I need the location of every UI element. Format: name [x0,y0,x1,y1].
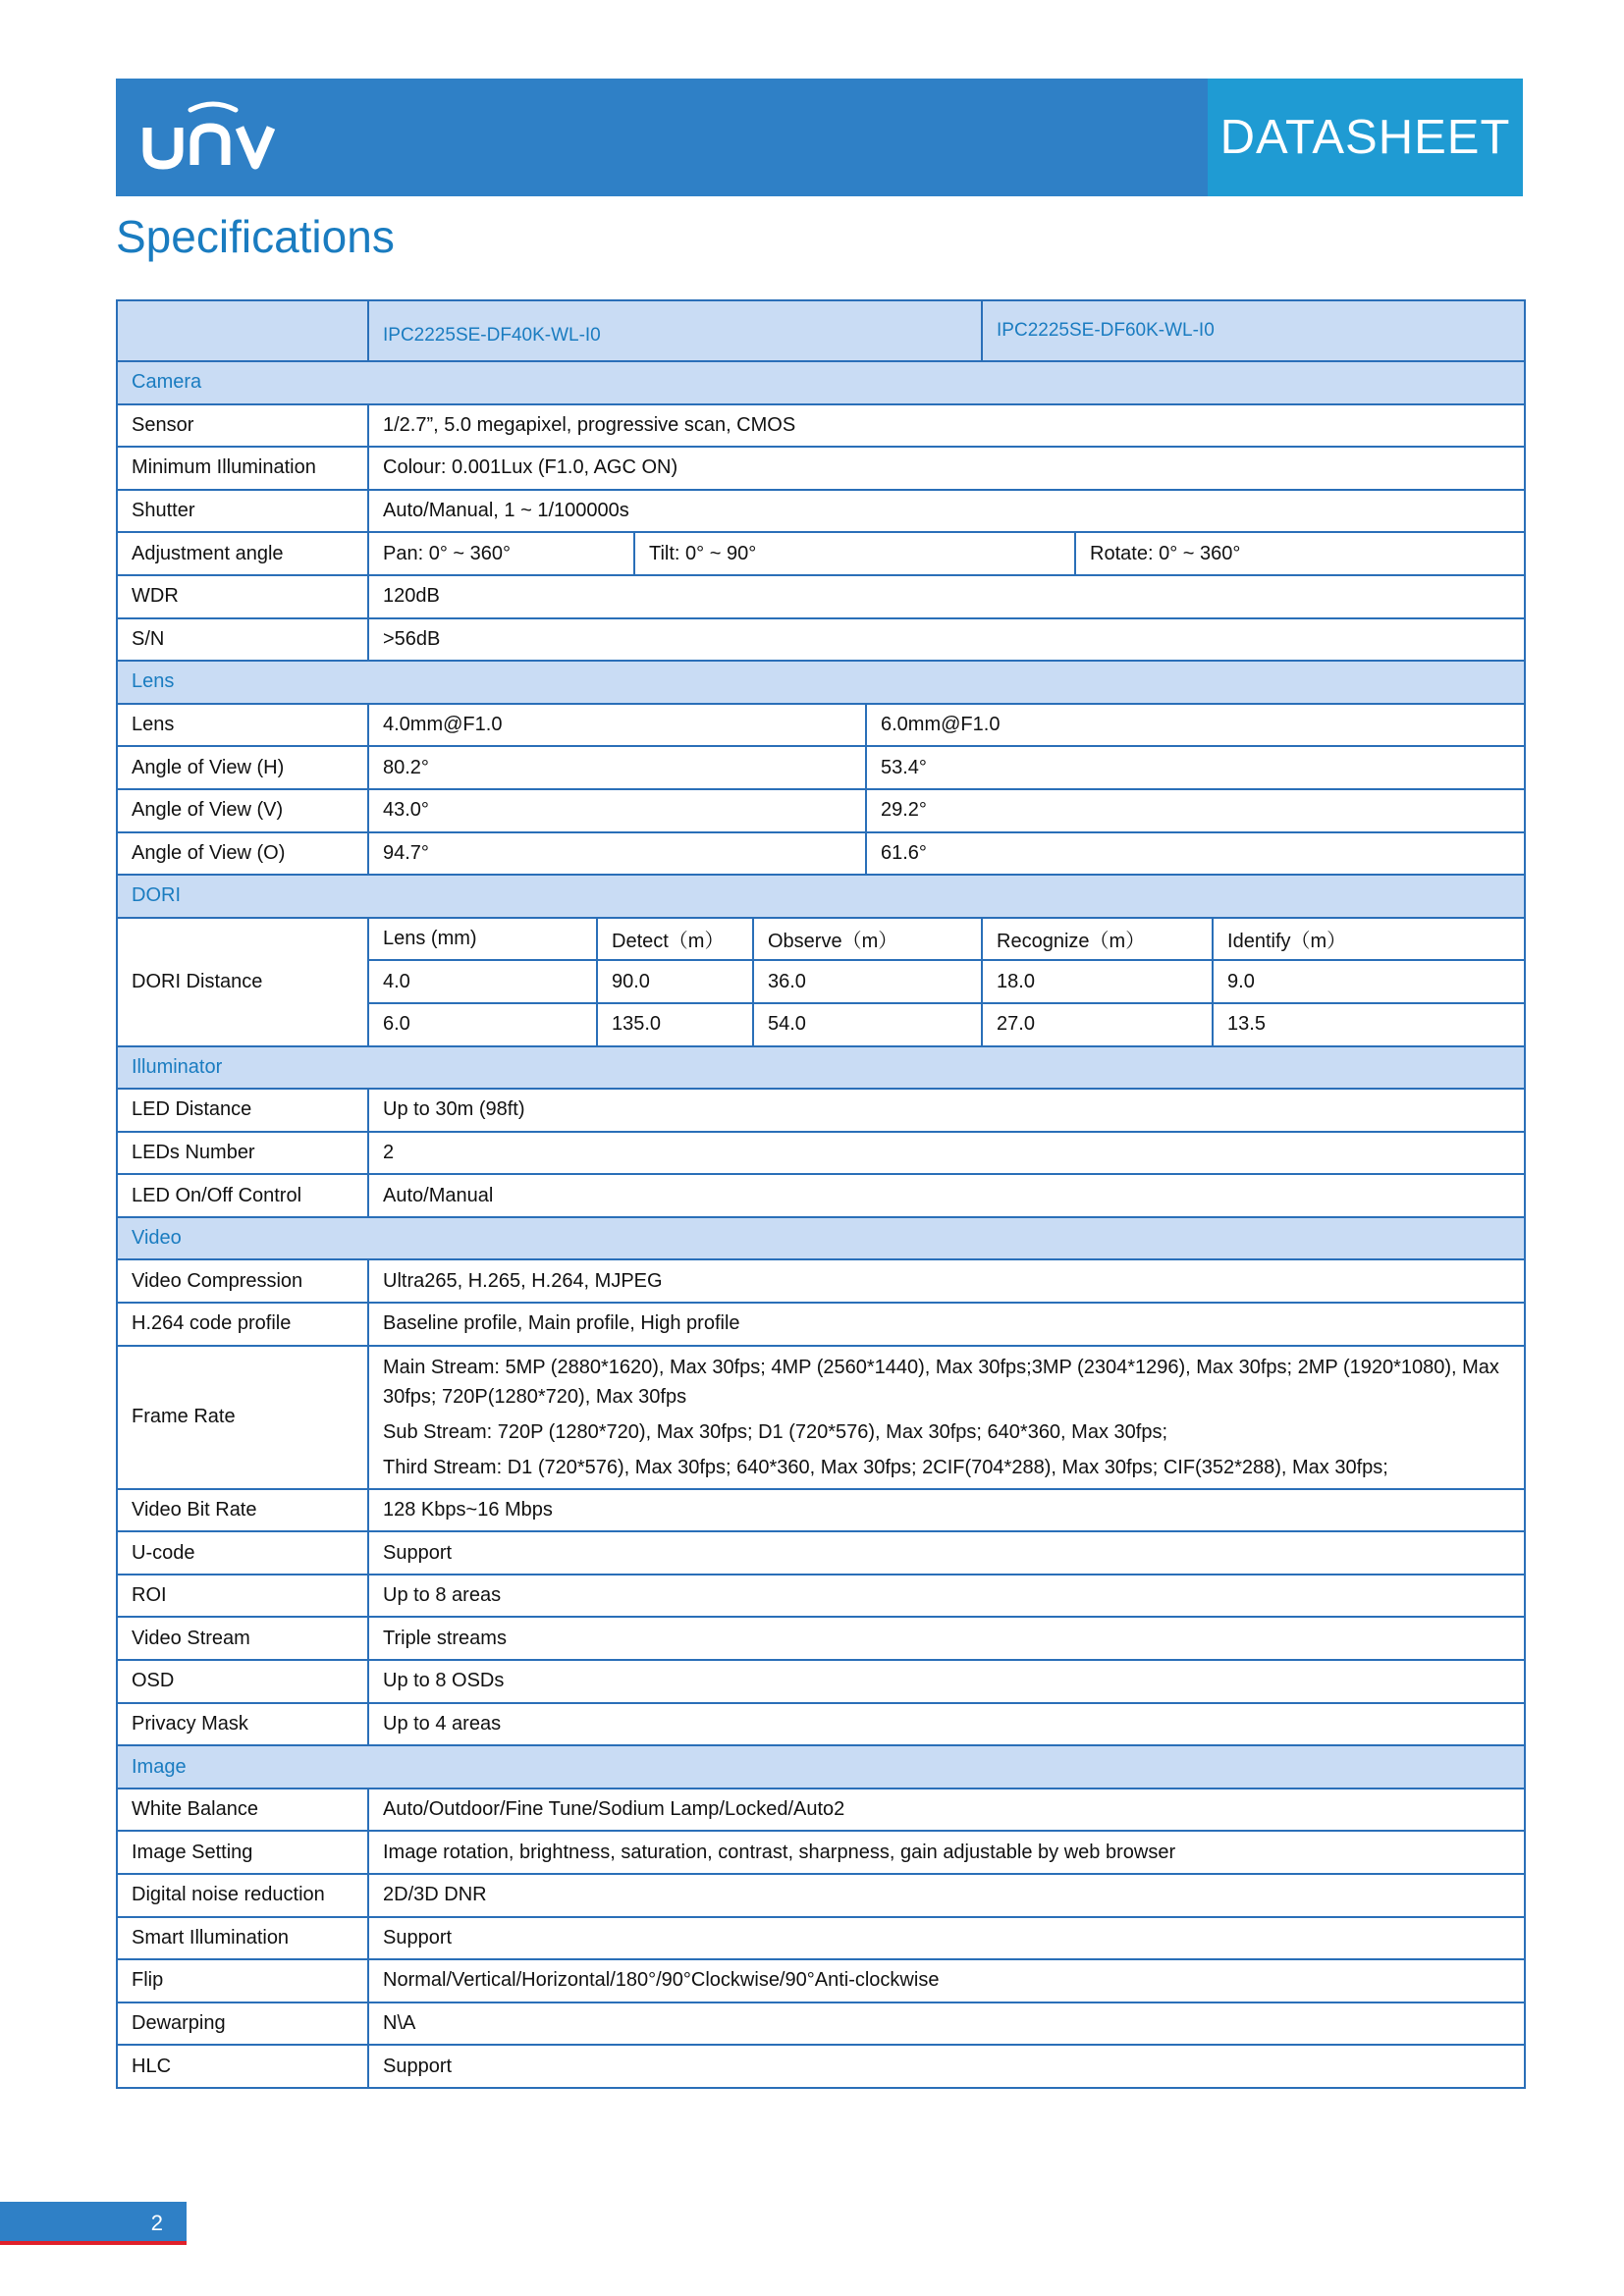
row-label: Shutter [117,490,368,533]
row-label: WDR [117,575,368,618]
pan-value: Pan: 0° ~ 360° [368,532,634,575]
row-label: U-code [117,1531,368,1575]
row-value: Support [368,1531,1525,1575]
table-row [117,1346,1525,1489]
table-row [117,1959,1525,2002]
table-row [117,1874,1525,1917]
dori-cell: 36.0 [753,960,982,1003]
row-label: Adjustment angle [117,532,368,575]
model1-value: 80.2° [368,746,866,789]
model1-value: 4.0mm@F1.0 [368,704,866,747]
row-label: HLC [117,2045,368,2088]
model2-value: 6.0mm@F1.0 [866,704,1525,747]
model2-value: 53.4° [866,746,1525,789]
table-row [117,789,1525,832]
table-row [117,832,1525,876]
table-row [117,447,1525,490]
table-row [117,1259,1525,1303]
table-row [117,2045,1525,2088]
section-image: Image [117,1745,1525,1789]
row-label: Frame Rate [117,1346,368,1489]
table-row [117,1489,1525,1532]
table-row [117,532,1525,575]
datasheet-badge: DATASHEET [1219,111,1511,164]
section-dori: DORI [117,875,1525,918]
row-label: Dewarping [117,2002,368,2046]
row-label: S/N [117,618,368,662]
row-label: DORI Distance [117,918,368,1046]
row-label: Digital noise reduction [117,1874,368,1917]
dori-cell: 90.0 [597,960,753,1003]
row-label: ROI [117,1575,368,1618]
table-row [117,704,1525,747]
table-row [117,746,1525,789]
row-value: Colour: 0.001Lux (F1.0, AGC ON) [368,447,1525,490]
table-row [117,618,1525,662]
row-value: >56dB [368,618,1525,662]
table-row [117,490,1525,533]
tilt-value: Tilt: 0° ~ 90° [634,532,1075,575]
dori-cell: 4.0 [368,960,597,1003]
row-value: Auto/Manual [368,1174,1525,1217]
dori-cell: 13.5 [1213,1003,1525,1046]
row-value: Up to 4 areas [368,1703,1525,1746]
page-number: 2 [0,2202,187,2245]
model2-value: 29.2° [866,789,1525,832]
row-value: Auto/Manual, 1 ~ 1/100000s [368,490,1525,533]
spec-table [116,299,1526,2089]
table-row [117,575,1525,618]
unv-logo [139,100,287,179]
table-row [117,1132,1525,1175]
row-label: OSD [117,1660,368,1703]
row-label: Angle of View (V) [117,789,368,832]
row-value: Up to 30m (98ft) [368,1089,1525,1132]
row-label: White Balance [117,1789,368,1832]
frame-rate-value [368,1346,1525,1489]
row-value: Ultra265, H.265, H.264, MJPEG [368,1259,1525,1303]
row-value: Up to 8 OSDs [368,1660,1525,1703]
dori-cell: 18.0 [982,960,1213,1003]
row-value: Normal/Vertical/Horizontal/180°/90°Clockwise/90°Anti-clockwise [368,1959,1525,2002]
header-banner [116,79,1523,196]
row-label: Lens [117,704,368,747]
row-label: LEDs Number [117,1132,368,1175]
row-label: Flip [117,1959,368,2002]
row-value: 1/2.7”, 5.0 megapixel, progressive scan, CMOS [368,404,1525,448]
row-label: Image Setting [117,1831,368,1874]
header-empty-cell [117,300,368,361]
row-value: Support [368,2045,1525,2088]
row-value: 2 [368,1132,1525,1175]
table-row [117,1174,1525,1217]
table-row [117,1917,1525,1960]
section-illuminator: Illuminator [117,1046,1525,1090]
section-camera: Camera [117,361,1525,404]
row-value: Baseline profile, Main profile, High profile [368,1303,1525,1346]
row-value: 128 Kbps~16 Mbps [368,1489,1525,1532]
page-title: Specifications [116,211,395,262]
table-row [117,1089,1525,1132]
dori-cell: 54.0 [753,1003,982,1046]
table-row [117,918,1525,961]
dori-cell: 9.0 [1213,960,1525,1003]
row-value: N\A [368,2002,1525,2046]
table-row [117,2002,1525,2046]
table-row [117,1703,1525,1746]
row-label: LED On/Off Control [117,1174,368,1217]
table-row [117,404,1525,448]
main-stream-text: Main Stream: 5MP (2880*1620), Max 30fps; 4MP (2560*1440), Max 30fps;3MP (2304*1296), Max 30fps; 2MP (1920*1080), Max 30fps; 720P(1280*720), Max 30fps [383,1356,1499,1408]
table-row [117,1617,1525,1660]
row-label: H.264 code profile [117,1303,368,1346]
model1-value: 94.7° [368,832,866,876]
model-name: IPC2225SE-DF60K-WL-I0 [982,300,1525,361]
dori-header: Recognize（m） [982,918,1213,961]
row-label: Video Compression [117,1259,368,1303]
dori-header: Detect（m） [597,918,753,961]
section-video: Video [117,1217,1525,1260]
row-value: Image rotation, brightness, saturation, contrast, sharpness, gain adjustable by web browser [368,1831,1525,1874]
row-label: Privacy Mask [117,1703,368,1746]
row-label: Video Stream [117,1617,368,1660]
table-row [117,1303,1525,1346]
rotate-value: Rotate: 0° ~ 360° [1075,532,1525,575]
row-value: Up to 8 areas [368,1575,1525,1618]
row-value: Support [368,1917,1525,1960]
row-label: Smart Illumination [117,1917,368,1960]
table-row [117,1660,1525,1703]
sub-stream-text: Sub Stream: 720P (1280*720), Max 30fps; D1 (720*576), Max 30fps; 640*360, Max 30fps; [383,1420,1167,1443]
model-name: IPC2225SE-DF40K-WL-I0 [368,300,982,361]
row-label: Minimum Illumination [117,447,368,490]
row-label: Angle of View (O) [117,832,368,876]
row-label: Video Bit Rate [117,1489,368,1532]
row-value: Triple streams [368,1617,1525,1660]
row-value: 2D/3D DNR [368,1874,1525,1917]
model2-value: 61.6° [866,832,1525,876]
table-row [117,1789,1525,1832]
dori-header: Lens (mm) [368,918,597,961]
dori-cell: 135.0 [597,1003,753,1046]
row-label: Angle of View (H) [117,746,368,789]
row-label: LED Distance [117,1089,368,1132]
table-row [117,1531,1525,1575]
table-row [117,1831,1525,1874]
row-value: Auto/Outdoor/Fine Tune/Sodium Lamp/Locked/Auto2 [368,1789,1525,1832]
row-value: 120dB [368,575,1525,618]
section-lens: Lens [117,661,1525,704]
dori-header: Observe（m） [753,918,982,961]
row-label: Sensor [117,404,368,448]
dori-cell: 27.0 [982,1003,1213,1046]
third-stream-text: Third Stream: D1 (720*576), Max 30fps; 640*360, Max 30fps; 2CIF(704*288), Max 30fps; CIF(352*288), Max 30fps; [383,1456,1388,1478]
table-row [117,1575,1525,1618]
dori-header: Identify（m） [1213,918,1525,961]
model1-value: 43.0° [368,789,866,832]
model-header-row [117,300,1525,361]
dori-cell: 6.0 [368,1003,597,1046]
